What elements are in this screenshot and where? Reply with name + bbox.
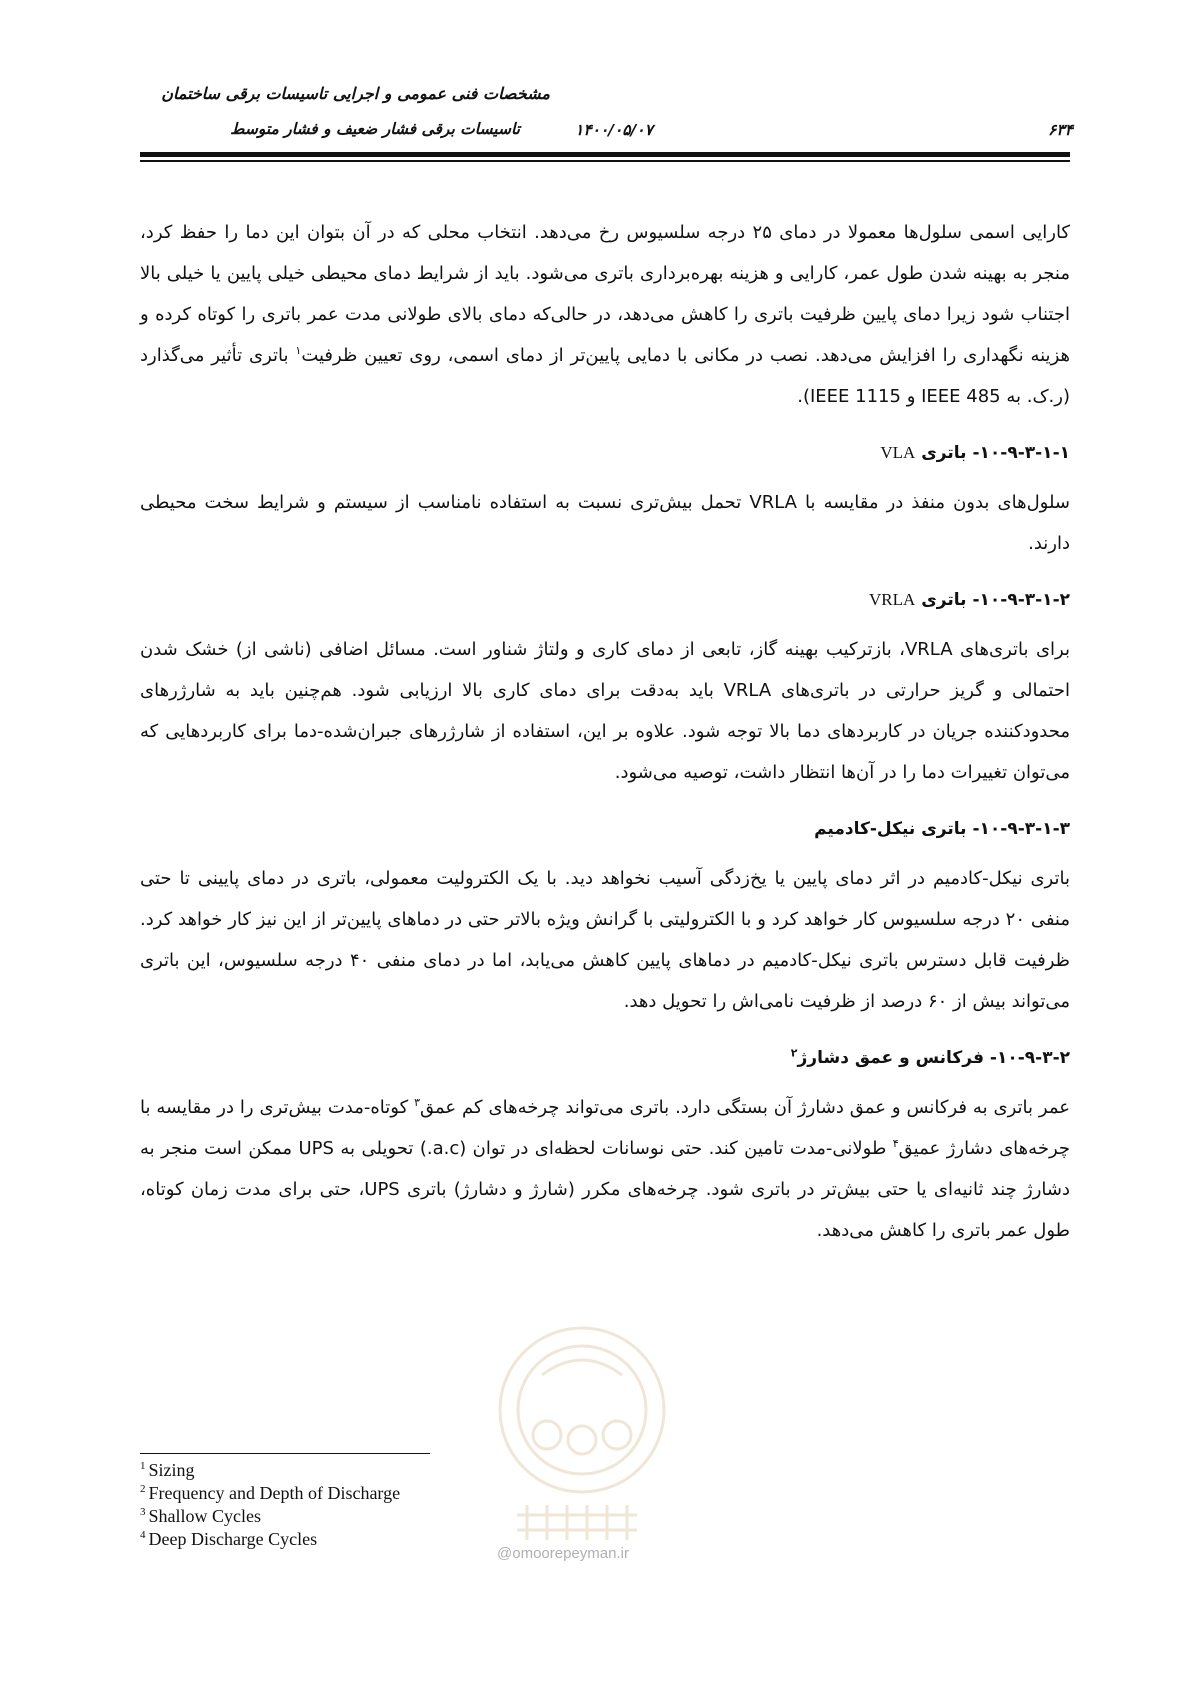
intro-text-1: کارایی اسمی سلول‌ها معمولا در دمای ۲۵ درجه سلسیوس رخ می‌دهد. انتخاب محلی که در آن بتوان این دما را حفظ کرد، منجر به بهینه شدن طول عمر، کارایی و هزینه بهره‌برداری باتری می‌شود. باید از شرایط دمای محیطی خیلی پایین یا خیلی بالا اجتناب شود زیرا دمای پایین ظرفیت باتری را کاهش می‌دهد، در حالی‌که دمای بالای طولانی مدت عمر باتری را کوتاه کرده و هزینه نگهداری را افزایش می‌دهد. نصب در مکانی با دمایی پایین‌تر از دمای اسمی، روی تعیین ظرفیت xyxy=(140,222,1070,366)
footnote-text: Deep Discharge Cycles xyxy=(148,1529,318,1549)
section-title: باتری xyxy=(921,590,967,610)
book-title: مشخصات فنی عمومی و اجرایی تاسیسات برقی ساختمان xyxy=(161,84,550,103)
section-heading-nicd xyxy=(140,812,1070,846)
footnote-number: 2 xyxy=(140,1483,146,1495)
section-title: باتری نیکل-کادمیم xyxy=(814,819,967,839)
header-rule-thin xyxy=(140,160,1070,162)
section-paragraph-vrla: برای باتری‌های VRLA، بازترکیب بهینه گاز، تابعی از دمای کاری و ولتاژ شناور است. مسائل اضافی (ناشی از) خشک شدن احتمالی و گریز حرارتی در باتری‌های VRLA باید به‌دقت برای دمای کاری بالا ارزیابی شود. هم‌چنین باید به شارژرهای محدودکننده جریان در کاربردهای دما بالا توجه شود. علاوه بر این، استفاده از شارژرهای جبران‌شده-دما برای کاربردهایی که می‌توان تغییرات دما را در آن‌ها انتظار داشت، توصیه می‌شود. xyxy=(140,639,1070,783)
section-number: ۱۰-۹-۳-۲- xyxy=(983,1048,1070,1068)
section-paragraph-discharge xyxy=(140,1087,1070,1251)
footnote-item xyxy=(140,1505,590,1528)
discharge-text-b: کوتاه-مدت بیش‌تری را در مقایسه با چرخه‌های دشارژ عمیق xyxy=(140,1097,1070,1159)
footnote-number: 4 xyxy=(140,1529,146,1541)
footnote-number: 1 xyxy=(140,1460,146,1472)
footnote-item xyxy=(140,1459,590,1482)
discharge-text-a: عمر باتری به فرکانس و عمق دشارژ آن بستگی دارد. باتری می‌تواند چرخه‌های کم عمق xyxy=(419,1097,1071,1118)
header-rule-thick xyxy=(140,152,1070,157)
footnote-ref-3: ۳ xyxy=(414,1096,420,1109)
section-heading-discharge xyxy=(140,1041,1070,1075)
section-title-latin: VRLA xyxy=(869,590,916,609)
section-paragraph-nicd: باتری نیکل-کادمیم در اثر دمای پایین یا یخ‌زدگی آسیب نخواهد دید. با یک الکترولیت معمولی، باتری در دمای پایینی تا حتی منفی ۲۰ درجه سلسیوس کار خواهد کرد و با الکترولیتی با گرانش ویژه بالاتر حتی در دماهای پایین‌تر از این نیز کار خواهد کرد. ظرفیت قابل دسترس باتری نیکل-کادمیم در دماهای پایین کاهش می‌یابد، اما در دمای منفی ۴۰ درجه سلسیوس، این باتری می‌تواند بیش از ۶۰ درصد از ظرفیت نامی‌اش را تحویل دهد. xyxy=(140,868,1071,1012)
footnote-item xyxy=(140,1528,590,1551)
section-heading-vla xyxy=(140,436,1070,470)
section-paragraph-vla: سلول‌های بدون منفذ در مقایسه با VRLA تحمل بیش‌تری نسبت به استفاده نامناسب از سیستم و شرایط سخت محیطی دارند. xyxy=(140,492,1070,554)
footnote-ref-4: ۴ xyxy=(892,1137,899,1150)
footnotes xyxy=(140,1459,590,1551)
discharge-text-c: طولانی-مدت تامین کند. حتی نوسانات لحظه‌ای در توان (a.c.) تحویلی به UPS ممکن است منجر به دشارژ چند ثانیه‌ای یا حتی بیش‌تر در باتری شود. چرخه‌های مکرر (شارژ و دشارژ) باتری UPS، حتی برای مدت زمان کوتاه، طول عمر باتری را کاهش می‌دهد. xyxy=(140,1138,1071,1241)
footnote-text: Sizing xyxy=(148,1460,195,1480)
section-number: ۱۰-۹-۳-۱-۲- xyxy=(966,590,1070,610)
section-number: ۱۰-۹-۳-۱-۱- xyxy=(966,443,1070,463)
watermark-site: @omoorepeyman.ir xyxy=(497,1545,629,1562)
page-number: ۶۳۴ xyxy=(1048,121,1073,139)
section-number: ۱۰-۹-۳-۱-۳- xyxy=(966,819,1070,839)
footnote-rule xyxy=(140,1453,430,1454)
footnote-ref-2: ۲ xyxy=(790,1046,798,1060)
header-date: ۱۴۰۰/۰۵/۰۷ xyxy=(575,121,653,139)
section-title: فرکانس و عمق دشارژ xyxy=(797,1048,984,1068)
section-heading-vrla xyxy=(140,583,1070,617)
footnote-text: Shallow Cycles xyxy=(148,1506,261,1526)
section-title-latin: VLA xyxy=(880,443,916,462)
intro-text-2: باتری تأثیر می‌گذارد (ر.ک. به IEEE 485 و IEEE 1115). xyxy=(140,345,1070,407)
footnote-item xyxy=(140,1482,590,1505)
main-content xyxy=(140,212,1070,1270)
footnote-number: 3 xyxy=(140,1506,146,1518)
footnote-text: Frequency and Depth of Discharge xyxy=(148,1483,401,1503)
footnote-ref-1: ۱ xyxy=(295,344,302,357)
chapter-subtitle: تاسیسات برقی فشار ضعیف و فشار متوسط xyxy=(230,120,520,138)
intro-paragraph xyxy=(140,212,1070,417)
section-title: باتری xyxy=(921,443,967,463)
